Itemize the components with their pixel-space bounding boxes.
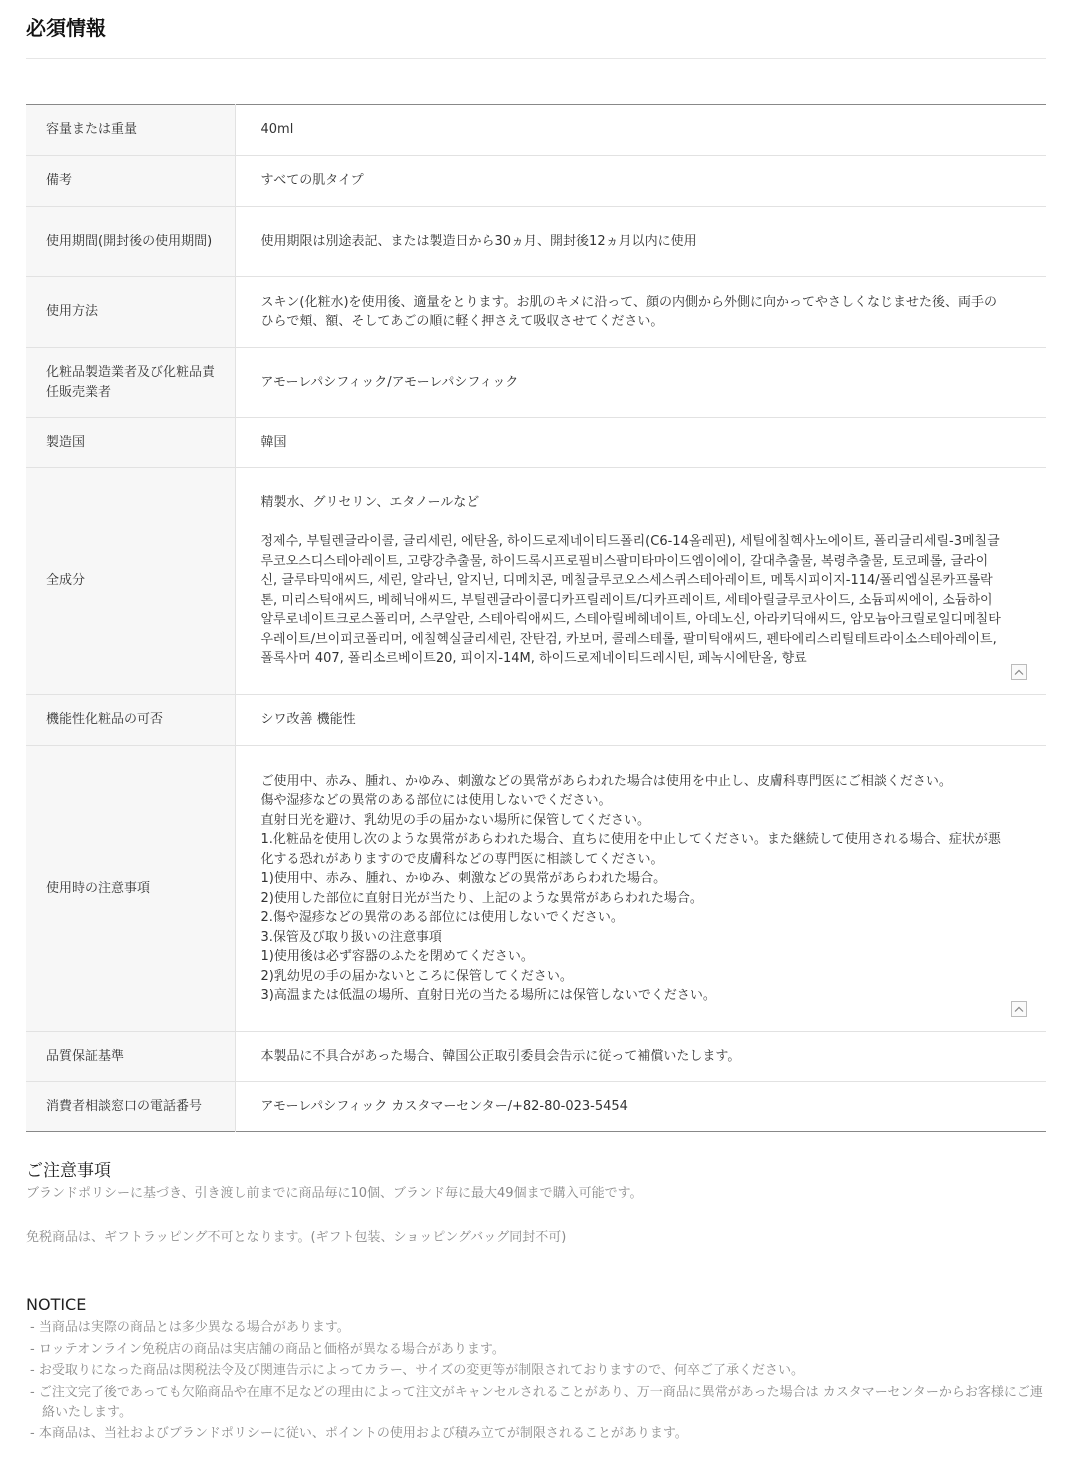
caution-gift-wrapping: 免税商品は、ギフトラッピング不可となります。(ギフト包装、ショッピングバッグ同封不可) xyxy=(26,1230,567,1245)
chevron-up-icon xyxy=(1014,669,1024,675)
table-row xyxy=(26,156,1046,207)
table-row xyxy=(26,695,1046,746)
title-divider xyxy=(26,58,1046,59)
row-label: 備考 xyxy=(26,156,235,207)
row-value: スキン(化粧水)を使用後、適量をとります。お肌のキメに沿って、顔の内側から外側に向かってやさしくなじませた後、両手のひらで頬、額、そしてあごの順に軽く押さえて吸収させてください。 xyxy=(260,294,997,329)
table-row xyxy=(26,1082,1046,1132)
collapse-ingredients-button[interactable] xyxy=(1011,664,1027,680)
notice-list xyxy=(30,1318,1050,1446)
table-row xyxy=(26,348,1046,418)
table-row xyxy=(26,207,1046,277)
row-value: 使用期限は別途表記、または製造日から30ヵ月、開封後12ヵ月以内に使用 xyxy=(260,233,697,249)
list-item: - お受取りになった商品は関税法令及び関連告示によってカラー、サイズの変更等が制限されておりますので、何卒ご了承ください。 xyxy=(30,1363,805,1378)
required-info-table xyxy=(26,104,1046,1132)
row-label: 機能性化粧品の可否 xyxy=(26,695,235,746)
list-item: - 本商品は、当社およびブランドポリシーに従い、ポイントの使用および積み立てが制限されることがあります。 xyxy=(30,1426,688,1441)
row-label: 品質保証基準 xyxy=(26,1032,235,1082)
row-label: 使用方法 xyxy=(26,277,235,348)
row-label: 製造国 xyxy=(26,418,235,468)
list-item: - ご注文完了後であっても欠陥商品や在庫不足などの理由によって注文がキャンセルされることがあり、万一商品に異常があった場合は カスタマーセンターからお客様にご連絡いたします。 xyxy=(30,1384,1043,1420)
caution-purchase-limit: ブランドポリシーに基づき、引き渡し前までに商品毎に10個、ブランド毎に最大49個まで購入可能です。 xyxy=(26,1186,643,1201)
row-label: 使用時の注意事項 xyxy=(26,746,235,1032)
row-label: 使用期間(開封後の使用期間) xyxy=(26,207,235,277)
list-item: - 当商品は実際の商品とは多少異なる場合があります。 xyxy=(30,1320,350,1335)
row-label: 全成分 xyxy=(26,468,235,695)
table-row xyxy=(26,746,1046,1032)
row-value: シワ改善 機能性 xyxy=(260,712,356,728)
row-label: 化粧品製造業者及び化粧品責任販売業者 xyxy=(26,348,235,418)
precautions-text: ご使用中、赤み、腫れ、かゆみ、刺激などの異常があらわれた場合は使用を中止し、皮膚科専門医にご相談ください。 傷や湿疹などの異常のある部位には使用しないでください。 直射日光を避け、乳幼児の手の届かない場所に保管してください。 1.化粧品を使用し次のような異常があらわれた場合、直ちに使用を中止してください。また継続して使用される場合、症状が悪化する恐れがありますので皮膚科などの専門医に相談してください。 1)使用中、赤み、腫れ、かゆみ、刺激などの異常があらわれた場合。 2)使用した部位に直射日光が当たり、上記のような異常があらわれた場合。 2.傷や湿疹などの異常のある部位には使用しないでください。 3.保管及び取り扱いの注意事項 1)使用後は必ず容器のふたを閉めてください。 2)乳幼児の手の届かないところに保管してください。 3)高温または低温の場所、直射日光の当たる場所には保管しないでください。 xyxy=(260,773,1001,1003)
caution-title: ご注意事項 xyxy=(26,1161,111,1181)
table-row xyxy=(26,1032,1046,1082)
row-value: 韓国 xyxy=(260,434,287,450)
table-row xyxy=(26,277,1046,348)
collapse-precautions-button[interactable] xyxy=(1011,1001,1027,1017)
row-value: アモーレパシフィック/アモーレパシフィック xyxy=(260,374,519,390)
row-value: アモーレパシフィック カスタマーセンター/+82-80-023-5454 xyxy=(260,1098,628,1114)
row-value: すべての肌タイプ xyxy=(260,173,364,189)
row-value xyxy=(235,468,1046,695)
row-value: 本製品に不具合があった場合、韓国公正取引委員会告示に従って補償いたします。 xyxy=(260,1048,741,1064)
row-value xyxy=(235,746,1046,1032)
table-row xyxy=(26,105,1046,156)
notice-title: NOTICE xyxy=(26,1295,87,1314)
ingredients-text: 精製水、グリセリン、エタノールなど 정제수, 부틸렌글라이콜, 글리세린, 에탄올, 하이드로제네이티드폴리(C6-14올레핀), 세틸에칠헥사노에이트, 폴리글리세릴-3메칠글루코오스디스테아레이트, 고량강추출물, 하이드록시프로필비스팔미타마이드엠이에이, 갈대추출물, 복령추출물, 토코페롤, 글라이신, 글루타믹애씨드, 세린, 알라닌, 알지닌, 디메치콘, 메칠글루코오스세스퀴스테아레이트, 메톡시피이지-114/폴리엡실론카프롤락톤, 미리스틱애씨드, 베헤닉애씨드, 부틸렌글라이콜디카프릴레이트/디카프레이트, 세테아릴글루코사이드, 소듐피씨에이, 소듐하이알루로네이트크로스폴리머, 스쿠알란, 스테아릭애씨드, 스테아릴베헤네이트, 아데노신, 아라키딕애씨드, 암모늄아크릴로일디메칠타우레이트/브이피코폴리머, 에칠헥실글리세린, 잔탄검, 카보머, 콜레스테롤, 팔미틱애씨드, 펜타에리스리틸테트라이소스테아레이트, 폴록사머 407, 폴리소르베이트20, 피이지-14M, 하이드로제네이티드레시틴, 페녹시에탄올, 향료 xyxy=(260,495,1001,667)
row-label: 容量または重量 xyxy=(26,105,235,156)
chevron-up-icon xyxy=(1014,1006,1024,1012)
table-row xyxy=(26,468,1046,695)
row-value: 40ml xyxy=(260,122,294,138)
row-label: 消費者相談窓口の電話番号 xyxy=(26,1082,235,1132)
table-row xyxy=(26,418,1046,468)
list-item: - ロッテオンライン免税店の商品は実店舗の商品と価格が異なる場合があります。 xyxy=(30,1341,505,1357)
page-title: 必須情報 xyxy=(26,16,106,40)
